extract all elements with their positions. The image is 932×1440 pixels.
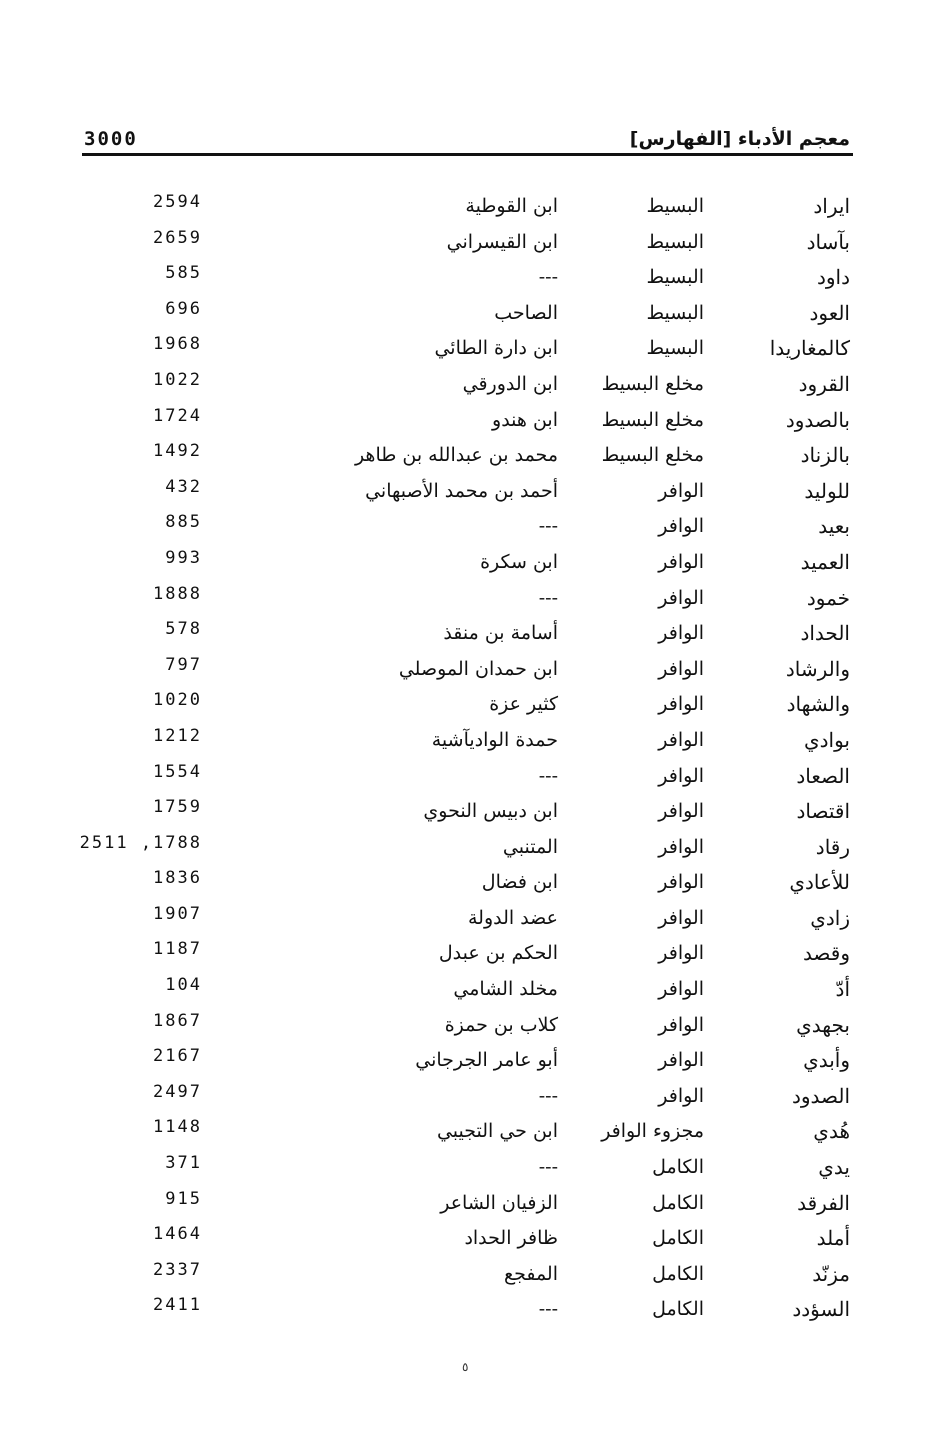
page-refs: 2497 <box>153 1081 202 1102</box>
poetic-meter: الوافر <box>658 835 704 858</box>
rhyme-word: الفرقد <box>797 1190 850 1215</box>
index-row <box>0 1216 932 1252</box>
index-row <box>0 896 932 932</box>
header-rule <box>82 153 853 156</box>
index-row <box>0 504 932 540</box>
page-refs: 1022 <box>153 369 202 390</box>
rhyme-word: والشهاد <box>786 692 850 717</box>
poet-name: --- <box>538 1084 558 1107</box>
poetic-meter: الكامل <box>652 1191 704 1214</box>
page-refs: 2411 <box>153 1295 202 1316</box>
page-refs: 2167 <box>153 1046 202 1067</box>
rhyme-word: السؤدد <box>792 1297 850 1322</box>
page-refs: 1148 <box>153 1117 202 1138</box>
rhyme-word: بعيد <box>818 514 850 539</box>
page-refs: 885 <box>165 512 202 533</box>
index-row <box>0 326 932 362</box>
index-row <box>0 469 932 505</box>
page-refs: 1968 <box>153 334 202 355</box>
rhyme-word: العميد <box>800 549 850 574</box>
poetic-meter: مجزوء الوافر <box>601 1120 704 1143</box>
page-refs: 993 <box>165 547 202 568</box>
index-row <box>0 398 932 434</box>
poet-name: أحمد بن محمد الأصبهاني <box>365 479 558 502</box>
poet-name: ابن حمدان الموصلي <box>398 657 558 680</box>
index-row <box>0 1003 932 1039</box>
poetic-meter: الوافر <box>658 622 704 645</box>
page-refs: 2337 <box>153 1259 202 1280</box>
page-refs: 432 <box>165 476 202 497</box>
page-refs: 371 <box>165 1153 202 1174</box>
page-refs: 585 <box>165 263 202 284</box>
page-refs: 1888 <box>153 583 202 604</box>
page-refs: 696 <box>165 298 202 319</box>
index-row <box>0 576 932 612</box>
page-refs: 2594 <box>153 192 202 212</box>
page-refs: 1492 <box>153 441 202 462</box>
running-title: معجم الأدباء [الفهارس] <box>629 128 850 150</box>
index-row <box>0 1109 932 1145</box>
poetic-meter: الوافر <box>658 942 704 965</box>
rhyme-word: هُدي <box>813 1119 850 1144</box>
rhyme-word: ايراد <box>813 194 850 218</box>
poet-name: ابن هندو <box>492 408 558 431</box>
poet-name: ابن القوطية <box>465 195 558 217</box>
poetic-meter: الوافر <box>658 1084 704 1107</box>
poetic-meter: الوافر <box>658 800 704 823</box>
poet-name: المتنبي <box>502 835 558 858</box>
poet-name: --- <box>538 1298 558 1321</box>
rhyme-word: رقاد <box>815 834 850 859</box>
index-row <box>0 1181 932 1217</box>
poet-name: --- <box>538 515 558 538</box>
page-refs: 1187 <box>153 939 202 960</box>
poetic-meter: الوافر <box>658 657 704 680</box>
page-refs: 1554 <box>153 761 202 782</box>
index-row <box>0 682 932 718</box>
poetic-meter: البسيط <box>646 301 704 324</box>
rhyme-word: للأعادي <box>789 870 850 895</box>
footer-mark: ٥ <box>462 1360 469 1374</box>
page-refs: 2511 ,1788 <box>79 832 202 853</box>
poetic-meter: البسيط <box>646 230 704 253</box>
poet-name: حمدة الواديآشية <box>431 728 558 751</box>
poetic-meter: البسيط <box>646 266 704 289</box>
poetic-meter: الوافر <box>658 515 704 538</box>
page-refs: 1836 <box>153 868 202 889</box>
index-row <box>0 1287 932 1323</box>
rhyme-word: مزنّد <box>812 1261 850 1286</box>
poet-name: الحكم بن عبدل <box>438 942 558 965</box>
poet-name: ابن دبيس النحوي <box>423 800 558 823</box>
poetic-meter: الوافر <box>658 586 704 609</box>
index-row <box>0 825 932 861</box>
index-row <box>0 1252 932 1288</box>
poet-name: كلاب بن حمزة <box>444 1013 558 1036</box>
index-row <box>0 540 932 576</box>
index-row <box>0 255 932 291</box>
rhyme-word: بآساد <box>806 229 850 254</box>
rhyme-word: الحداد <box>800 621 850 646</box>
rhyme-word: اقتصاد <box>796 799 850 824</box>
poetic-meter: الوافر <box>658 550 704 573</box>
rhyme-word: بجهدي <box>796 1012 850 1037</box>
poet-name: --- <box>538 764 558 787</box>
rhyme-word: الصعاد <box>796 763 850 788</box>
rhyme-word: الصدود <box>791 1083 850 1108</box>
poetic-meter: البسيط <box>646 195 704 217</box>
rhyme-word: بالزناد <box>800 443 850 468</box>
poetic-meter: الكامل <box>652 1227 704 1250</box>
rhyme-word: داود <box>816 265 850 290</box>
rhyme-word: بالصدود <box>785 407 850 432</box>
index-row <box>0 184 932 220</box>
page-refs: 1020 <box>153 690 202 711</box>
rhyme-word: خمود <box>806 585 850 610</box>
rhyme-word: أملد <box>816 1226 850 1251</box>
rhyme-word: يدي <box>818 1155 850 1180</box>
page-refs: 797 <box>165 654 202 675</box>
poetic-meter: الوافر <box>658 871 704 894</box>
rhyme-word: أدّ <box>835 977 850 1002</box>
poetic-meter: الوافر <box>658 764 704 787</box>
poetic-meter: الوافر <box>658 1049 704 1072</box>
poetic-meter: الكامل <box>652 1298 704 1321</box>
page-refs: 1907 <box>153 903 202 924</box>
poet-name: ابن الدورقي <box>462 372 558 395</box>
poet-name: --- <box>538 266 558 289</box>
poet-name: ظافر الحداد <box>464 1227 558 1250</box>
poet-name: الزفيان الشاعر <box>440 1191 558 1214</box>
poetic-meter: الوافر <box>658 479 704 502</box>
rhyme-word: القرود <box>798 371 850 396</box>
poet-name: --- <box>538 1156 558 1179</box>
rhyme-word: وقصد <box>802 941 850 966</box>
index-row <box>0 754 932 790</box>
poet-name: ابن فضال <box>481 871 558 894</box>
poetic-meter: الوافر <box>658 906 704 929</box>
page-refs: 1867 <box>153 1010 202 1031</box>
index-row <box>0 220 932 256</box>
poet-name: ابن حي التجيبي <box>436 1120 558 1143</box>
index-row <box>0 1038 932 1074</box>
poetic-meter: البسيط <box>646 337 704 360</box>
rhyme-word: والرشاد <box>785 656 850 681</box>
poetic-meter: الوافر <box>658 1013 704 1036</box>
poet-name: أبو عامر الجرجاني <box>415 1049 558 1072</box>
rhyme-word: كالمغاريدا <box>769 336 850 361</box>
poetic-meter: الوافر <box>658 693 704 716</box>
poetic-meter: الكامل <box>652 1262 704 1285</box>
page-refs: 1759 <box>153 797 202 818</box>
index-row <box>0 611 932 647</box>
poetic-meter: الوافر <box>658 978 704 1001</box>
poet-name: المفجع <box>503 1262 558 1285</box>
index-row <box>0 789 932 825</box>
index-row <box>0 362 932 398</box>
index-row <box>0 433 932 469</box>
page-refs: 1464 <box>153 1224 202 1245</box>
page-refs: 1212 <box>153 725 202 746</box>
poet-name: ابن القيسراني <box>446 230 558 253</box>
poet-name: مخلد الشامي <box>453 978 558 1001</box>
page-refs: 2659 <box>153 227 202 248</box>
poet-name: محمد بن عبدالله بن طاهر <box>354 444 558 467</box>
index-row <box>0 718 932 754</box>
poetic-meter: الوافر <box>658 728 704 751</box>
page-refs: 104 <box>165 975 202 996</box>
poet-name: الصاحب <box>494 301 558 324</box>
index-row <box>0 967 932 1003</box>
poetic-meter: مخلع البسيط <box>601 444 704 467</box>
poet-name: --- <box>538 586 558 609</box>
rhyme-word: بوادي <box>803 727 850 752</box>
page-refs: 578 <box>165 619 202 640</box>
index-row <box>0 1145 932 1181</box>
page-refs: 1724 <box>153 405 202 426</box>
poetic-meter: الكامل <box>652 1156 704 1179</box>
rhyme-index-table <box>0 184 932 1323</box>
index-row <box>0 1074 932 1110</box>
poet-name: عضد الدولة <box>467 906 558 929</box>
rhyme-word: العود <box>809 300 850 325</box>
page-number: 3000 <box>84 128 138 150</box>
rhyme-word: للوليد <box>804 478 850 503</box>
poet-name: ابن سكرة <box>480 550 558 573</box>
poet-name: ابن دارة الطائي <box>434 337 558 360</box>
rhyme-word: وأبدي <box>803 1048 850 1073</box>
index-row <box>0 291 932 327</box>
index-row <box>0 931 932 967</box>
index-row <box>0 860 932 896</box>
poetic-meter: مخلع البسيط <box>601 408 704 431</box>
index-row <box>0 647 932 683</box>
poet-name: كثير عزة <box>489 693 558 716</box>
poet-name: أسامة بن منقذ <box>443 622 558 645</box>
page-refs: 915 <box>165 1188 202 1209</box>
poetic-meter: مخلع البسيط <box>601 372 704 395</box>
rhyme-word: زادي <box>810 905 850 930</box>
